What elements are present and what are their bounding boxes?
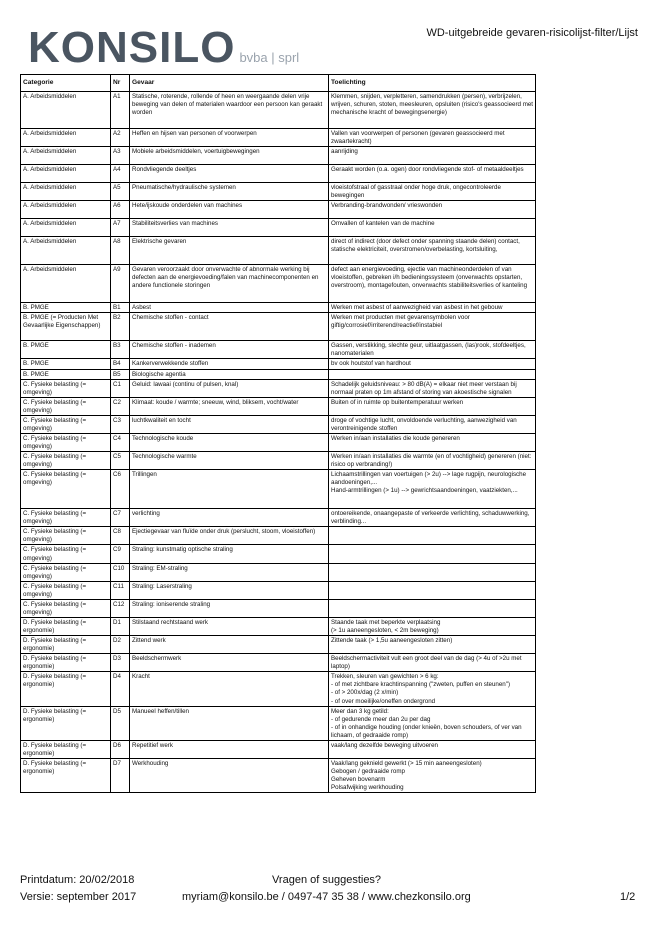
table-row	[21, 654, 536, 672]
row-category: D. Fysieke belasting (= ergonomie)	[21, 654, 111, 672]
row-number: A9	[111, 265, 130, 303]
row-explanation: Verbranding-brandwonden/ vrieswonden	[329, 201, 536, 219]
row-category: D. Fysieke belasting (= ergonomie)	[21, 740, 111, 758]
row-hazard: Pneumatische/hydraulische systemen	[130, 183, 329, 201]
row-explanation: Omvallen of kantelen van de machine	[329, 219, 536, 237]
row-explanation: vaak/lang dezelfde beweging uitvoeren	[329, 740, 536, 758]
row-hazard: Chemische stoffen - inademen	[130, 341, 329, 359]
row-hazard: Stabiliteitsverlies van machines	[130, 219, 329, 237]
row-hazard: verlichting	[130, 509, 329, 527]
row-number: A6	[111, 201, 130, 219]
row-number: A2	[111, 129, 130, 147]
table-row	[21, 706, 536, 740]
row-hazard: Chemische stoffen - contact	[130, 313, 329, 341]
row-category: B. PMGE	[21, 369, 111, 379]
row-category: A. Arbeidsmiddelen	[21, 92, 111, 129]
row-explanation: Gassen, verstikking, slechte geur, uitlaatgassen, (las)rook, stofdeeltjes, nanomaterialen	[329, 341, 536, 359]
table-header-row	[21, 75, 536, 92]
row-number: C4	[111, 433, 130, 451]
row-explanation	[329, 527, 536, 545]
column-header-toelichting: Toelichting	[329, 75, 536, 92]
row-hazard: Geluid: lawaai (continu of pulsen, knal)	[130, 379, 329, 397]
row-category: C. Fysieke belasting (= omgeving)	[21, 509, 111, 527]
row-category: C. Fysieke belasting (= omgeving)	[21, 581, 111, 599]
row-hazard: Klimaat: koude / warmte; sneeuw, wind, bliksem, vocht/water	[130, 397, 329, 415]
hazard-table	[20, 74, 536, 793]
row-category: D. Fysieke belasting (= ergonomie)	[21, 636, 111, 654]
row-explanation: Werken met producten met gevarensymbolen voor giftig/corrosief/irriterend/reactief/instabiel	[329, 313, 536, 341]
row-category: A. Arbeidsmiddelen	[21, 165, 111, 183]
row-number: D2	[111, 636, 130, 654]
row-explanation: aanrijding	[329, 147, 536, 165]
print-date: Printdatum: 20/02/2018	[20, 874, 135, 886]
row-number: B2	[111, 313, 130, 341]
table-row	[21, 527, 536, 545]
row-number: C2	[111, 397, 130, 415]
row-hazard: Beeldschermwerk	[130, 654, 329, 672]
row-number: C5	[111, 452, 130, 470]
row-number: C9	[111, 545, 130, 563]
row-explanation: vloeistofstraal of gasstraal onder hoge druk, ongecontroleerde bewegingen	[329, 183, 536, 201]
table-row	[21, 636, 536, 654]
row-number: D6	[111, 740, 130, 758]
row-explanation: Buiten of in ruimte op buitentemperatuur werken	[329, 397, 536, 415]
row-hazard: Straling: kunstmatig optische straling	[130, 545, 329, 563]
row-category: D. Fysieke belasting (= ergonomie)	[21, 672, 111, 706]
column-header-categorie: Categorie	[21, 75, 111, 92]
table-row	[21, 359, 536, 369]
row-explanation: Werken met asbest of aanwezigheid van asbest in het gebouw	[329, 303, 536, 313]
row-hazard: Mobiele arbeidsmiddelen, voertuigbewegingen	[130, 147, 329, 165]
column-header-gevaar: Gevaar	[130, 75, 329, 92]
table-row	[21, 415, 536, 433]
row-explanation: Beeldschermactiviteit vult een groot deel van de dag (> 4u of >2u met laptop)	[329, 654, 536, 672]
row-category: A. Arbeidsmiddelen	[21, 219, 111, 237]
row-category: D. Fysieke belasting (= ergonomie)	[21, 706, 111, 740]
row-hazard: Kankerverwekkende stoffen	[130, 359, 329, 369]
row-category: C. Fysieke belasting (= omgeving)	[21, 470, 111, 509]
row-category: A. Arbeidsmiddelen	[21, 265, 111, 303]
row-category: A. Arbeidsmiddelen	[21, 183, 111, 201]
row-category: B. PMGE (= Producten Met Gevaarlijke Eigenschappen)	[21, 313, 111, 341]
row-hazard: Straling: EM-straling	[130, 563, 329, 581]
version-label: Versie: september 2017	[20, 891, 137, 903]
row-number: A8	[111, 237, 130, 265]
row-number: A4	[111, 165, 130, 183]
row-number: A7	[111, 219, 130, 237]
company-logo	[28, 23, 300, 72]
table-row	[21, 303, 536, 313]
table-row	[21, 237, 536, 265]
column-header-nr: Nr	[111, 75, 130, 92]
row-hazard: Repetitief werk	[130, 740, 329, 758]
row-number: C3	[111, 415, 130, 433]
row-explanation: Schadelijk geluidsniveau: > 80 dB(A) = elkaar niet meer verstaan bij normaal praten op 1m afstand of storing van akoestische signalen	[329, 379, 536, 397]
row-hazard: Gevaren veroorzaakt door onverwachte of abnormale werking bij defecten aan de energievoeding/falen van machinecomponenten en andere functionele storingen	[130, 265, 329, 303]
row-number: C11	[111, 581, 130, 599]
table-row	[21, 341, 536, 359]
questions-label: Vragen of suggesties?	[272, 874, 382, 886]
row-explanation: ontoereikende, onaangepaste of verkeerde verlichting, schaduwwerking, verblinding...	[329, 509, 536, 527]
row-number: A5	[111, 183, 130, 201]
row-explanation: Meer dan 3 kg getild: - of gedurende meer dan 2u per dag - of in onhandige houding (onder knieën, boven schouders, of ver van lichaam, of gedraaide romp)	[329, 706, 536, 740]
row-number: B4	[111, 359, 130, 369]
table-row	[21, 452, 536, 470]
table-row	[21, 313, 536, 341]
table-row	[21, 581, 536, 599]
row-hazard: Straling: Laserstraling	[130, 581, 329, 599]
document-title: WD-uitgebreide gevaren-risicolijst-filter/Lijst	[426, 27, 638, 39]
row-hazard: Statische, roterende, rollende of heen en weergaande delen vrije beweging van delen of materialen waardoor een persoon kan geraakt worden	[130, 92, 329, 129]
row-explanation: Vallen van voorwerpen of personen (gevaren geassocieerd met zwaartekracht)	[329, 129, 536, 147]
logo-wordmark: KONSILO	[28, 23, 236, 72]
row-hazard: Biologische agentia	[130, 369, 329, 379]
table-row	[21, 758, 536, 792]
row-explanation	[329, 369, 536, 379]
row-hazard: Werkhouding	[130, 758, 329, 792]
row-category: C. Fysieke belasting (= omgeving)	[21, 397, 111, 415]
row-number: A1	[111, 92, 130, 129]
table-row	[21, 379, 536, 397]
row-explanation: Geraakt worden (o.a. ogen) door rondvliegende stof- of metaaldeeltjes	[329, 165, 536, 183]
row-category: B. PMGE	[21, 303, 111, 313]
row-number: D5	[111, 706, 130, 740]
row-number: C8	[111, 527, 130, 545]
row-category: C. Fysieke belasting (= omgeving)	[21, 563, 111, 581]
row-hazard: Technologische koude	[130, 433, 329, 451]
table-body	[21, 92, 536, 793]
row-category: D. Fysieke belasting (= ergonomie)	[21, 758, 111, 792]
row-category: C. Fysieke belasting (= omgeving)	[21, 599, 111, 617]
row-hazard: Heffen en hijsen van personen of voorwerpen	[130, 129, 329, 147]
row-category: C. Fysieke belasting (= omgeving)	[21, 527, 111, 545]
row-category: B. PMGE	[21, 341, 111, 359]
row-hazard: Hete/ijskoude onderdelen van machines	[130, 201, 329, 219]
table-row	[21, 599, 536, 617]
row-explanation	[329, 563, 536, 581]
row-category: C. Fysieke belasting (= omgeving)	[21, 545, 111, 563]
row-hazard: Ejectiegevaar van fluïde onder druk (perslucht, stoom, vloeistoffen)	[130, 527, 329, 545]
row-hazard: Asbest	[130, 303, 329, 313]
table-row	[21, 617, 536, 635]
row-hazard: Kracht	[130, 672, 329, 706]
row-hazard: Stilstaand rechtstaand werk	[130, 617, 329, 635]
table-row	[21, 509, 536, 527]
table-row	[21, 219, 536, 237]
logo-subtitle: bvba | sprl	[239, 50, 300, 65]
row-hazard: Elektrische gevaren	[130, 237, 329, 265]
table-row	[21, 369, 536, 379]
row-explanation: Lichaamstrillingen van voertuigen (> 2u) --> lage rugpijn, neurologische aandoeningen,... Hand-armtrillingen (> 1u) --> gewrichtsaandoeningen, vaatziekten,...	[329, 470, 536, 509]
row-number: C12	[111, 599, 130, 617]
table-row	[21, 92, 536, 129]
row-explanation: Klemmen, snijden, verpletteren, samendrukken (persen), verbrijzelen, wrijven, schuren, stoten, meesleuren, opsluiten (risico's geassocieerd met mechanische kracht of bewegingsenergie)	[329, 92, 536, 129]
table-row	[21, 433, 536, 451]
row-number: D4	[111, 672, 130, 706]
row-explanation: bv ook houtstof van hardhout	[329, 359, 536, 369]
row-number: A3	[111, 147, 130, 165]
table-row	[21, 265, 536, 303]
row-number: B1	[111, 303, 130, 313]
row-number: D1	[111, 617, 130, 635]
row-category: B. PMGE	[21, 359, 111, 369]
row-number: D3	[111, 654, 130, 672]
row-category: D. Fysieke belasting (= ergonomie)	[21, 617, 111, 635]
row-hazard: Straling: ioniserende straling	[130, 599, 329, 617]
row-category: A. Arbeidsmiddelen	[21, 237, 111, 265]
row-number: C6	[111, 470, 130, 509]
contact-info: myriam@konsilo.be / 0497-47 35 38 / www.chezkonsilo.org	[182, 891, 471, 903]
row-hazard: Technologische warmte	[130, 452, 329, 470]
table-row	[21, 672, 536, 706]
row-number: B3	[111, 341, 130, 359]
row-number: C7	[111, 509, 130, 527]
table-row	[21, 165, 536, 183]
table-row	[21, 545, 536, 563]
row-explanation: droge of vochtige lucht, onvoldoende verluchting, aanwezigheid van verontreinigende stoffen	[329, 415, 536, 433]
row-category: A. Arbeidsmiddelen	[21, 201, 111, 219]
row-explanation	[329, 581, 536, 599]
row-number: D7	[111, 758, 130, 792]
row-number: B5	[111, 369, 130, 379]
row-category: C. Fysieke belasting (= omgeving)	[21, 452, 111, 470]
row-number: C10	[111, 563, 130, 581]
page-number: 1/2	[620, 891, 636, 903]
row-category: C. Fysieke belasting (= omgeving)	[21, 415, 111, 433]
row-hazard: Zittend werk	[130, 636, 329, 654]
table-row	[21, 470, 536, 509]
row-explanation	[329, 599, 536, 617]
row-category: C. Fysieke belasting (= omgeving)	[21, 379, 111, 397]
row-category: A. Arbeidsmiddelen	[21, 129, 111, 147]
row-explanation: Werken in/aan installaties die warmte (en of vochtigheid) genereren (niet: risico op verbranding!)	[329, 452, 536, 470]
table-row	[21, 563, 536, 581]
table-row	[21, 740, 536, 758]
row-explanation: Trekken, sleuren van gewichten > 6 kg: - of met zichtbare krachtinspanning ("zweten, puffen en steunen") - of > 200x/dag (2 x/min) - of over moeilijke/oneffen ondergrond	[329, 672, 536, 706]
row-number: C1	[111, 379, 130, 397]
row-explanation: Vaak/lang geknield gewerkt (> 15 min aaneengesloten) Gebogen / gedraaide romp Geheven bovenarm Polsafwijking werkhouding	[329, 758, 536, 792]
row-hazard: Manueel heffen/tillen	[130, 706, 329, 740]
row-hazard: Trillingen	[130, 470, 329, 509]
row-explanation: defect aan energievoeding, ejectie van machineonderdelen of van vloeistoffen, gebreken i/h bedieningssysteem (onverwachts opstarten, overstroom), montagefouten, onverwachts stabiliteitsverlies of kanteling	[329, 265, 536, 303]
table-row	[21, 183, 536, 201]
row-explanation: Zittende taak (> 1,5u aaneengesloten zitten)	[329, 636, 536, 654]
table-row	[21, 397, 536, 415]
table-row	[21, 147, 536, 165]
table-row	[21, 129, 536, 147]
row-explanation	[329, 545, 536, 563]
row-hazard: luchtkwaliteit en tocht	[130, 415, 329, 433]
row-category: A. Arbeidsmiddelen	[21, 147, 111, 165]
table-row	[21, 201, 536, 219]
row-explanation: Staande taak met beperkte verplaatsing (> 1u aaneengesloten, < 2m beweging)	[329, 617, 536, 635]
row-hazard: Rondvliegende deeltjes	[130, 165, 329, 183]
row-explanation: Werken in/aan installaties die koude genereren	[329, 433, 536, 451]
row-category: C. Fysieke belasting (= omgeving)	[21, 433, 111, 451]
row-explanation: direct of indirect (door defect onder spanning staande delen) contact, statische elektriciteit, overstromen/overbelasting, kortsluiting,	[329, 237, 536, 265]
